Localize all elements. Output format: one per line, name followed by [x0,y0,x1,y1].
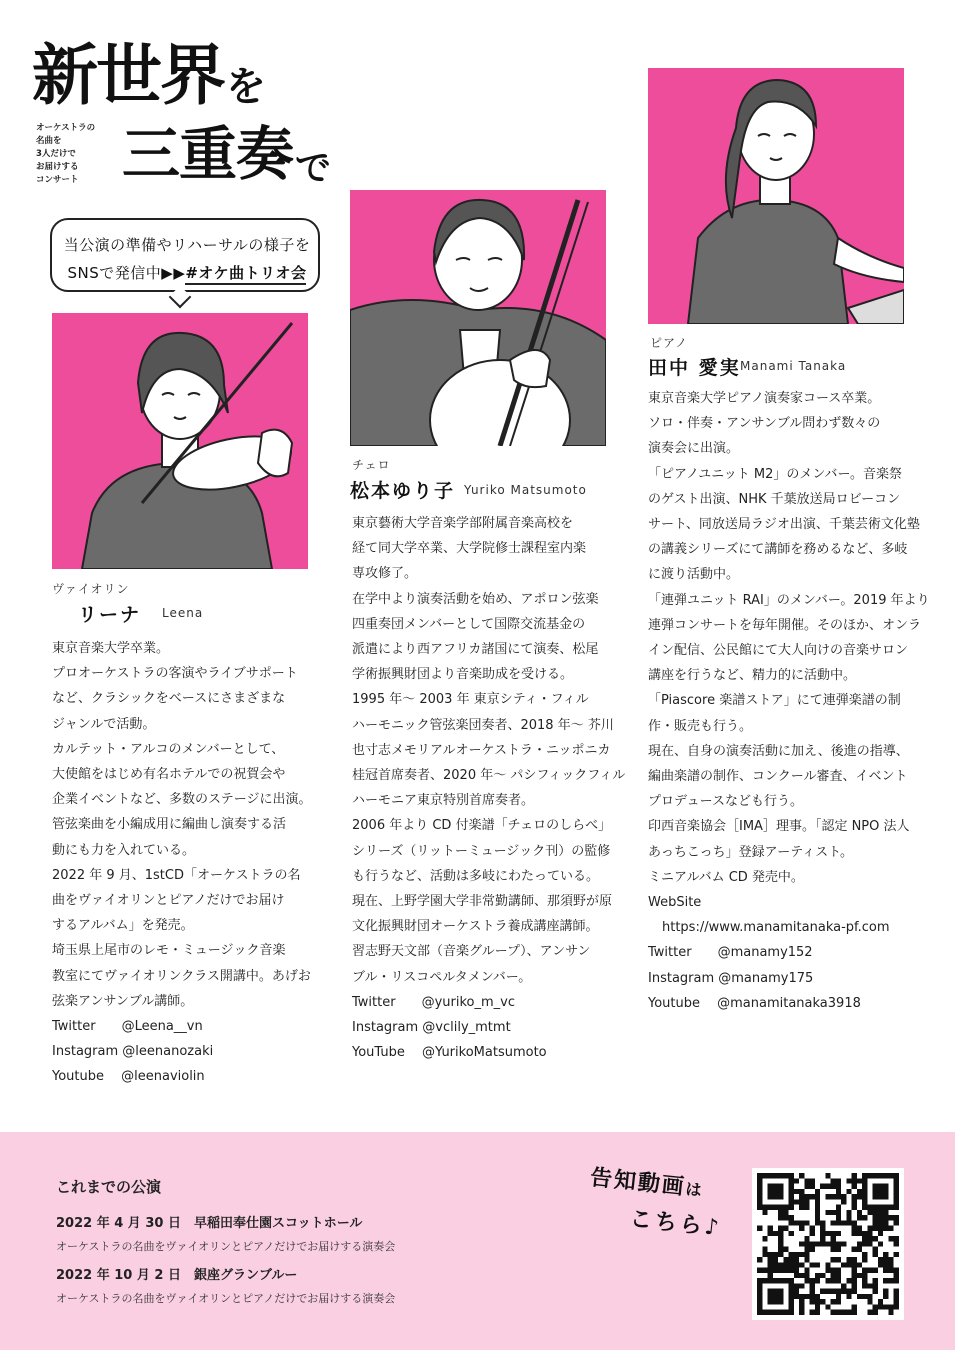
bio-line: 2006 年より CD 付楽譜「チェロのしらべ」 [352,818,612,834]
hashtag-link[interactable]: #オケ曲トリオ会 [185,264,306,285]
piano-name: 田中 愛実 [648,357,741,379]
bio-line: 文化振興財団オーケストラ養成講座講師。 [352,919,599,935]
bio-line: 桂冠首席奏者、2020 年〜 パシフィックフィル [352,768,626,784]
tagline-line: オーケストラの [36,123,96,133]
past-concerts-heading: これまでの公演 [56,1178,162,1196]
bio-line: 曲をヴァイオリンとピアノだけでお届け [52,893,285,909]
pianist-illustration [648,68,904,324]
piano-bio [648,386,930,1016]
youtube-handle[interactable]: YouTube @YurikoMatsumoto [352,1045,547,1061]
youtube-handle[interactable]: Youtube @manamitanaka3918 [648,995,861,1011]
twitter-handle[interactable]: Twitter @yuriko_m_vc [352,994,515,1010]
bio-line: 四重奏団メンバーとして国際交流基金の [352,616,586,632]
title-particle-2: で [295,147,331,189]
bio-line: 大使館をはじめ有名ホテルでの祝賀会や [52,767,286,783]
bio-line: 「ピアノユニット M2」のメンバー。音楽祭 [648,466,902,482]
website-link[interactable]: https://www.manamitanaka-pf.com [662,920,890,936]
concert-desc-2: オーケストラの名曲をヴァイオリンとピアノだけでお届けする演奏会 [56,1292,396,1305]
bio-line: 習志野天文部（音楽グループ）、アンサン [352,944,591,960]
instagram-handle[interactable]: Instagram @manamy175 [648,970,814,986]
piano-role: ピアノ [650,336,689,350]
twitter-handle[interactable]: Twitter @Leena__vn [52,1019,203,1035]
bio-line: 動にも力を入れている。 [52,842,196,858]
bio-line: 演奏会に出演。 [648,441,740,457]
bubble-text-line-2 [62,262,312,283]
violin-name: リーナ [78,604,142,626]
cello-role: チェロ [352,458,391,472]
bio-line: ハーモニア東京特別首席奏者。 [352,793,535,809]
bio-line: 編曲楽譜の制作、コンクール審査、イベント [648,769,908,785]
instagram-handle[interactable]: Instagram @vclily_mtmt [352,1020,511,1036]
bio-line: 「Piascore 楽譜ストア」にて連弾楽譜の制 [648,693,901,709]
violin-name-en: Leena [162,606,204,620]
bio-line: の講義シリーズにて講師を務めるなど、多岐 [648,542,908,558]
bio-line: 印西音楽協会［IMA］理事。「認定 NPO 法人 [648,819,910,835]
bio-line: 講座を行うなど、精力的に活動中。 [648,668,857,684]
violinist-portrait [52,313,308,569]
tagline-line: 3人だけで [36,149,76,159]
bio-line: 1995 年〜 2003 年 東京シティ・フィル [352,692,589,708]
bio-line: 在学中より演奏活動を始め、アポロン弦楽 [352,591,599,607]
tagline-line: 名曲を [36,136,62,146]
bio-line: 現在、自身の演奏活動に加え、後進の指導、 [648,743,909,759]
bio-line: プロデュースなども行う。 [648,794,803,810]
bio-line: に渡り活動中。 [648,567,740,583]
youtube-handle[interactable]: Youtube @leenaviolin [52,1069,205,1085]
concert-date-1: 2022 年 4 月 30 日 早稲田奉仕園スコットホール [56,1216,363,1231]
qr-code-icon [752,1168,904,1320]
qr-code[interactable] [752,1168,904,1320]
bio-line: 東京音楽大学卒業。 [52,641,170,656]
cello-bio [352,511,626,1065]
title-line-1 [32,36,264,114]
bubble-sns-text: SNSで発信中▶▶ [67,264,186,282]
bio-line: ミニアルバム CD 発売中。 [648,869,804,885]
bio-line: 也寸志メモリアルオーケストラ・ニッポニカ [352,742,611,758]
bio-line: イン配信、公民館にて大人向けの音楽サロン [648,643,909,659]
bio-line: 派遣により西アフリカ諸国にて演奏、松尾 [352,642,599,658]
tagline [36,122,116,187]
cello-name: 松本ゆり子 [350,480,456,502]
bio-line: 経て同大学卒業、大学院修士課程室内楽 [352,541,587,557]
bio-line: カルテット・アルコのメンバーとして、 [52,741,285,757]
bio-line: 管弦楽曲を小編成用に編曲し演奏する活 [52,817,287,833]
bio-line: 教室にてヴァイオリンクラス開講中。あげお [52,968,311,984]
bio-line: あっちこっち」登録アーティスト。 [648,844,854,860]
bio-line: 作・販売も行う。 [648,718,753,734]
callout-line-2: こちら♪ [628,1206,723,1242]
bio-line: ブル・リスコペルタメンバー。 [352,969,532,985]
title-particle-1: を [226,63,264,110]
cellist-illustration [350,190,606,446]
bio-line: ハーモニック管弦楽団奏者、2018 年〜 芥川 [352,717,614,733]
bubble-text-line-1: 当公演の準備やリハーサルの様子を [63,236,311,254]
website-label: WebSite [648,895,702,911]
bio-line: 東京藝術大学音楽学部附属音楽高校を [352,516,574,531]
bio-line: のゲスト出演、NHK 千葉放送局ロビーコン [648,491,901,507]
violin-role: ヴァイオリン [52,582,130,596]
bio-line: 埼玉県上尾市のレモ・ミュージック音楽 [52,943,286,959]
bio-line: ソロ・伴奏・アンサンブル問わず数々の [648,416,881,432]
twitter-handle[interactable]: Twitter @manamy152 [648,945,813,961]
violin-bio [52,636,320,1090]
bio-line: プロオーケストラの客演やライブサポート [52,666,298,682]
bio-line: 弦楽アンサンブル講師。 [52,993,194,1009]
bio-line: 現在、上野学園大学非常勤講師、那須野が原 [352,894,613,910]
piano-name-en: Manami Tanaka [740,359,847,373]
bio-line: 東京音楽大学ピアノ演奏家コース卒業。 [648,391,881,406]
concert-desc-1: オーケストラの名曲をヴァイオリンとピアノだけでお届けする演奏会 [56,1240,396,1253]
callout-main: 告知動画 [588,1165,687,1201]
bio-line: ジャンルで活動。 [52,716,156,732]
bio-line: 連弾コンサートを毎年開催。そのほか、オンラ [648,617,922,633]
title-main-2: 三重奏 [122,120,294,188]
concert-date-2: 2022 年 10 月 2 日 銀座グランブルー [56,1268,298,1283]
bio-line: するアルバム」を発売。 [52,918,194,934]
tagline-line: お届けする [36,162,79,172]
tagline-line: コンサート [36,175,79,185]
callout-particle: は [684,1179,705,1201]
bio-line: 学術振興財団より音楽助成を受ける。 [352,667,574,683]
bio-line: など、クラシックをベースにさまざまな [52,691,286,707]
bio-line: サート、同放送局ラジオ出演、千葉芸術文化塾 [648,517,920,533]
title-line-2 [122,120,331,189]
pianist-portrait [648,68,904,324]
instagram-handle[interactable]: Instagram @leenanozaki [52,1044,214,1060]
bio-line: 「連弾ユニット RAI」のメンバー。2019 年より [648,592,930,608]
bio-line: 企業イベントなど、多数のステージに出演。 [52,792,312,808]
title-main-1: 新世界 [32,36,224,114]
violinist-illustration [52,313,308,569]
bio-line: 2022 年 9 月、1stCD「オーケストラの名 [52,867,301,883]
bio-line: 専攻修了。 [352,566,418,582]
cellist-portrait [350,190,606,446]
bio-line: も行うなど、活動は多岐にわたっている。 [352,868,600,884]
bio-line: シリーズ（リットーミュージック刊）の監修 [352,843,611,859]
cello-name-en: Yuriko Matsumoto [464,483,587,497]
